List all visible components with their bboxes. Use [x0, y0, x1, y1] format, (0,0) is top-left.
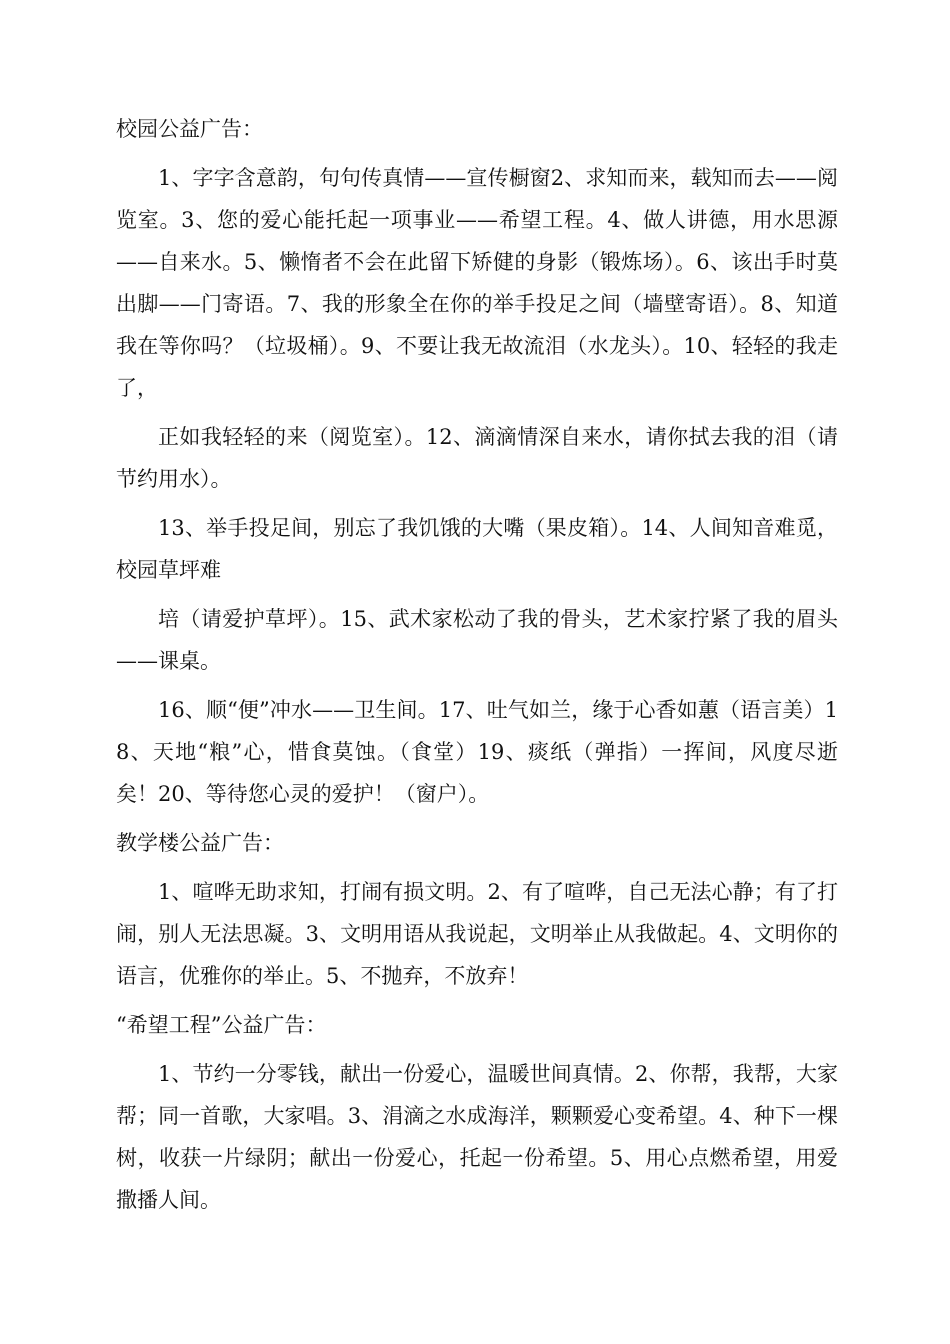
section-heading: 校园公益广告： — [116, 117, 263, 141]
section-heading: 教学楼公益广告： — [116, 831, 284, 855]
paragraph: 13、举手投足间，别忘了我饥饿的大嘴（果皮箱）。14、人间知音难觅，校园草坪难 — [116, 516, 838, 582]
paragraph: 1、节约一分零钱，献出一份爱心，温暖世间真情。2、你帮，我帮，大家帮；同一首歌，大家唱。3、涓滴之水成海洋，颗颗爱心变希望。4、种下一棵树，收获一片绿阴；献出一份爱心，托起一份希望。5、用心点燃希望，用爱撒播人间。 — [116, 1062, 838, 1212]
document-page — [116, 108, 838, 1228]
section-hope-project — [116, 1004, 838, 1221]
paragraph: 16、顺“便”冲水——卫生间。17、吐气如兰，缘于心香如蕙（语言美）18、天地“粮”心，惜食莫蚀。（食堂）19、痰纸（弹指）一挥间，风度尽逝矣！20、等待您心灵的爱护！（窗户）。 — [116, 698, 838, 806]
paragraph: 1、喧哗无助求知，打闹有损文明。2、有了喧哗，自己无法心静；有了打闹，别人无法思凝。3、文明用语从我说起，文明举止从我做起。4、文明你的语言，优雅你的举止。5、不抛弃，不放弃！ — [116, 880, 838, 988]
section-heading: “希望工程”公益广告： — [116, 1013, 327, 1037]
paragraph: 培（请爱护草坪）。15、武术家松动了我的骨头，艺术家拧紧了我的眉头——课桌。 — [116, 607, 838, 673]
section-teaching-building — [116, 822, 838, 997]
paragraph: 1、字字含意韵，句句传真情——宣传橱窗2、求知而来，载知而去——阅览室。3、您的爱心能托起一项事业——希望工程。4、做人讲德，用水思源——自来水。5、懒惰者不会在此留下矫健的身影（锻炼场）。6、该出手时莫出脚——门寄语。7、我的形象全在你的举手投足之间（墙壁寄语）。8、知道我在等你吗？（垃圾桶）。9、不要让我无故流泪（水龙头）。10、轻轻的我走了， — [116, 166, 838, 400]
paragraph: 正如我轻轻的来（阅览室）。12、滴滴情深自来水，请你拭去我的泪（请节约用水）。 — [116, 425, 838, 491]
section-campus — [116, 108, 838, 815]
